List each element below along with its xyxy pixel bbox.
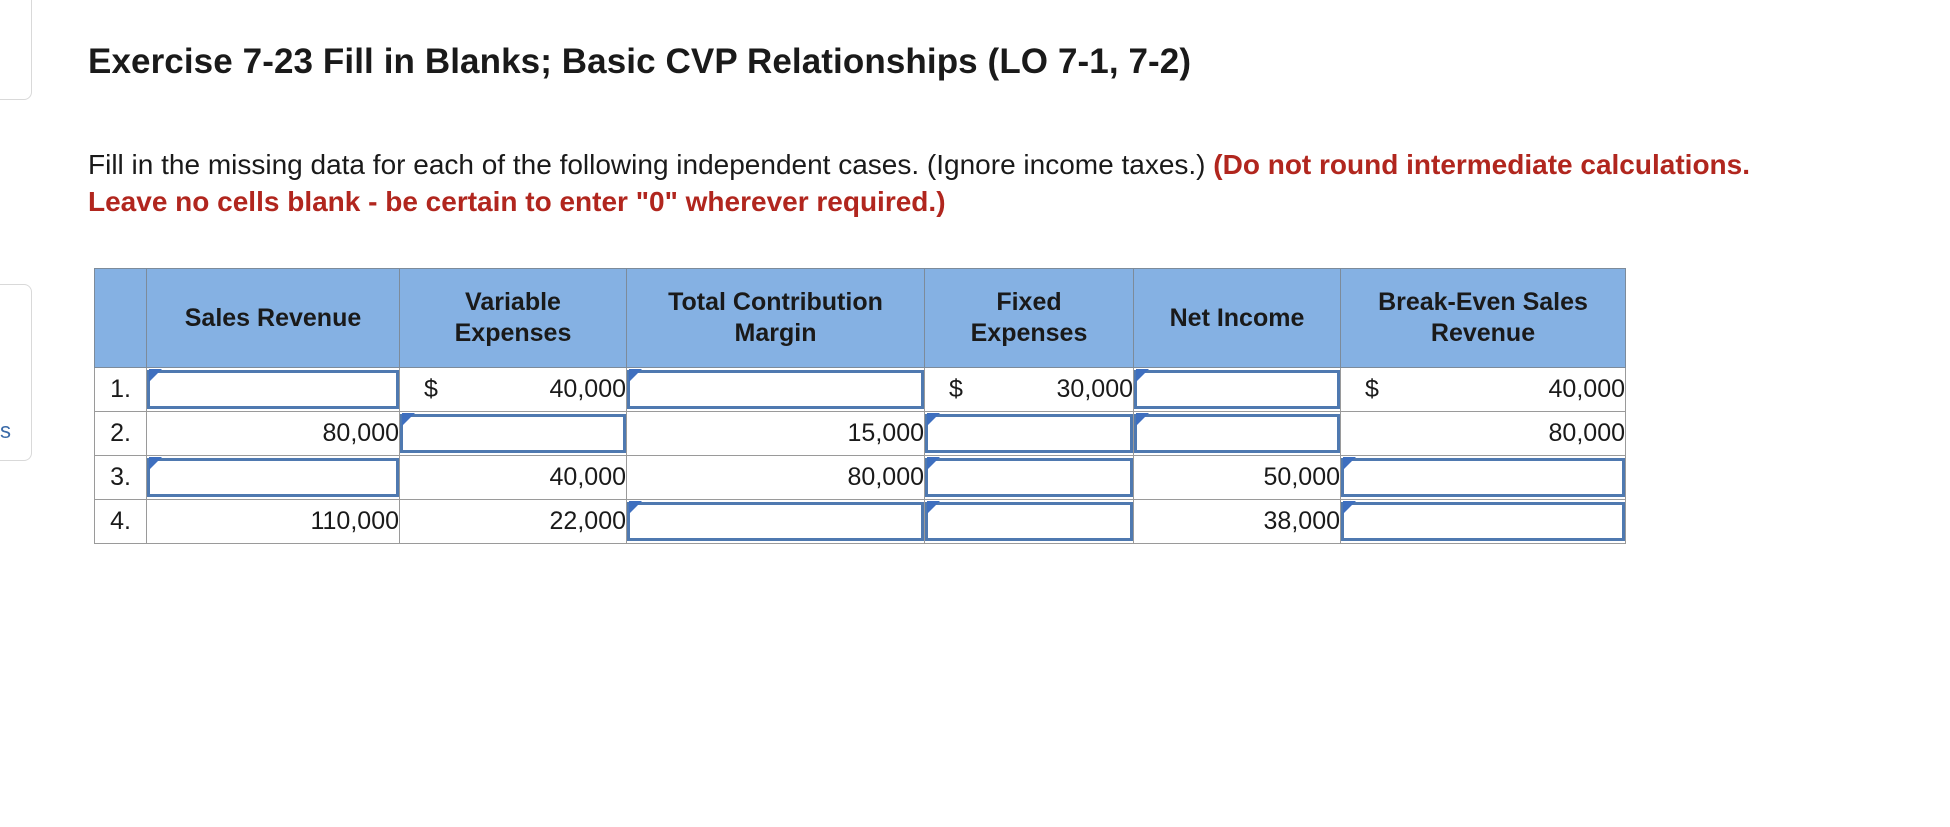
header-row-number <box>95 269 147 368</box>
net-income-cell <box>1134 412 1341 456</box>
header-variable-expenses <box>400 269 627 368</box>
instructions-warning-line2: Leave no cells blank - be certain to enter "0" wherever required.) <box>88 186 946 217</box>
left-nav-truncated-text[interactable]: s <box>0 418 11 443</box>
break-even-cell <box>1341 368 1626 412</box>
currency-symbol: $ <box>1365 375 1379 403</box>
header-total-cm-line2: Margin <box>734 319 817 347</box>
cvp-table <box>94 268 1626 544</box>
table-header-row <box>95 269 1626 368</box>
row-number: 1. <box>95 368 147 412</box>
currency-symbol: $ <box>424 375 438 403</box>
variable-expenses-cell <box>400 412 627 456</box>
instructions-text: Fill in the missing data for each of the following independent cases. (Ignore income taxes.) <box>88 149 1214 180</box>
total-cm-input-1[interactable] <box>627 370 924 409</box>
table-row <box>95 412 1626 456</box>
row-number: 3. <box>95 456 147 500</box>
header-net-income <box>1134 269 1341 368</box>
currency-symbol: $ <box>949 375 963 403</box>
variable-expenses-value: 40,000 <box>549 375 626 403</box>
fixed-expenses-cell <box>925 500 1134 544</box>
left-nav-panel-middle[interactable] <box>0 284 32 348</box>
table-row <box>95 500 1626 544</box>
sales-revenue-value: 110,000 <box>147 500 400 544</box>
fixed-expenses-input-2[interactable] <box>925 414 1133 453</box>
total-cm-cell <box>627 368 925 412</box>
net-income-input-2[interactable] <box>1134 414 1340 453</box>
left-nav-panel-top[interactable] <box>0 0 32 100</box>
row-number: 4. <box>95 500 147 544</box>
exercise-title: Exercise 7-23 Fill in Blanks; Basic CVP Relationships (LO 7-1, 7-2) <box>88 42 1192 81</box>
header-net-income-label: Net Income <box>1169 303 1305 332</box>
break-even-cell <box>1341 500 1626 544</box>
sales-revenue-value: 80,000 <box>147 412 400 456</box>
variable-expenses-cell <box>400 368 627 412</box>
net-income-value: 38,000 <box>1134 500 1341 544</box>
net-income-input-1[interactable] <box>1134 370 1340 409</box>
header-fixed-expenses <box>925 269 1134 368</box>
header-total-cm-line1: Total Contribution <box>668 288 883 316</box>
instructions-warning-line1: (Do not round intermediate calculations. <box>1213 149 1750 180</box>
header-variable-expenses-line2: Expenses <box>454 319 572 347</box>
row-number: 2. <box>95 412 147 456</box>
header-break-even-sales-revenue <box>1341 269 1626 368</box>
header-bes-line1: Break-Even Sales <box>1378 288 1588 316</box>
total-cm-value: 15,000 <box>627 412 925 456</box>
table-row <box>95 368 1626 412</box>
header-fixed-expenses-line2: Expenses <box>970 319 1088 347</box>
total-cm-value: 80,000 <box>627 456 925 500</box>
header-sales-revenue-label: Sales Revenue <box>184 303 362 332</box>
variable-expenses-value: 22,000 <box>400 500 627 544</box>
instructions <box>88 146 1950 220</box>
fixed-expenses-value: 30,000 <box>1056 375 1133 403</box>
sales-revenue-input-3[interactable] <box>147 458 399 497</box>
table-row <box>95 456 1626 500</box>
break-even-cell <box>1341 456 1626 500</box>
fixed-expenses-cell <box>925 368 1134 412</box>
break-even-value: 40,000 <box>1548 375 1625 403</box>
header-total-contribution-margin <box>627 269 925 368</box>
total-cm-cell <box>627 500 925 544</box>
sales-revenue-cell <box>147 456 400 500</box>
fixed-expenses-input-4[interactable] <box>925 502 1133 541</box>
sales-revenue-cell <box>147 368 400 412</box>
header-bes-line2: Revenue <box>1430 319 1536 347</box>
variable-expenses-value: 40,000 <box>400 456 627 500</box>
header-fixed-expenses-line1: Fixed <box>996 288 1062 316</box>
break-even-value: 80,000 <box>1341 412 1626 456</box>
fixed-expenses-cell <box>925 412 1134 456</box>
header-variable-expenses-line1: Variable <box>465 288 561 316</box>
break-even-input-3[interactable] <box>1341 458 1625 497</box>
net-income-cell <box>1134 368 1341 412</box>
fixed-expenses-cell <box>925 456 1134 500</box>
sales-revenue-input-1[interactable] <box>147 370 399 409</box>
break-even-input-4[interactable] <box>1341 502 1625 541</box>
variable-expenses-input-2[interactable] <box>400 414 626 453</box>
total-cm-input-4[interactable] <box>627 502 924 541</box>
header-sales-revenue <box>147 269 400 368</box>
net-income-value: 50,000 <box>1134 456 1341 500</box>
fixed-expenses-input-3[interactable] <box>925 458 1133 497</box>
